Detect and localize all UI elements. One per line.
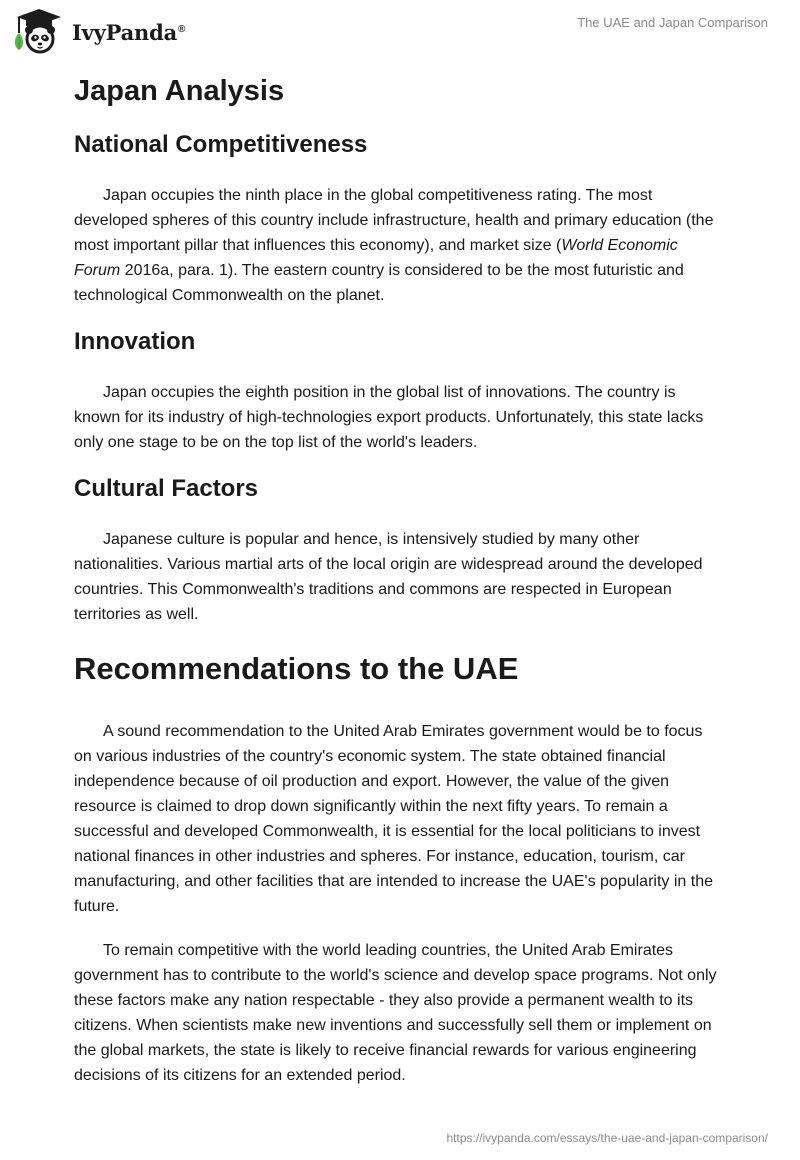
cultural-factors-heading: Cultural Factors [74,475,259,502]
source-url-link[interactable]: https://ivypanda.com/essays/the-uae-and-japan-comparison/ [446,1131,768,1145]
innovation-heading: Innovation [74,328,196,355]
recommendations-heading: Recommendations to the UAE [74,651,519,686]
document-title: The UAE and Japan Comparison [577,15,768,30]
competitiveness-paragraph [74,183,724,308]
registered-mark: ® [178,23,186,35]
recommendation-paragraph: A sound recommendation to the United Arab Emirates government would be to focus on various industries of the country's economic system. The state obtained financial independence because of oil production and export. However, the value of the given resource is claimed to drop down significantly within the next fifty years. To remain a successful and developed Commonwealth, it is essential for the local politicians to invest national finances in other industries and spheres. For instance, education, tourism, car manufacturing, and other facilities that are intended to increase the UAE's popularity in the future. [74,723,713,915]
competitiveness-text-start: Japan occupies the ninth place in the global competitiveness rating. The most developed spheres of this country include infrastructure, health and primary education (the most important pillar that influences this economy), and market size ( [74,187,714,254]
article-body [74,70,724,1088]
cultural-factors-paragraph: Japanese culture is popular and hence, is intensively studied by many other nationalities. Various martial arts of the local origin are widespread around the developed countries. This Commonwealth's traditions and commons are respected in European territories as well. [74,531,703,623]
competitiveness-text-end: 2016a, para. 1). The eastern country is considered to be the most futuristic and technological Commonwealth on the planet. [74,262,684,304]
recommendation-paragraph: To remain competitive with the world leading countries, the United Arab Emirates government has to contribute to the world's science and develop space programs. Not only these factors make any nation respectable - they also provide a permanent wealth to its citizens. When scientists make new inventions and successfully sell them or implement on the global markets, the state is likely to receive financial rewards for various engineering decisions of its citizens for an extended period. [74,942,717,1084]
panda-graduate-icon [14,7,64,55]
page-header [0,0,800,64]
ivypanda-logo[interactable] [14,7,185,55]
competitiveness-heading: National Competitiveness [74,131,368,158]
citation-source: World Economic Forum [74,237,678,279]
logo-text: IvyPanda® [72,19,186,45]
innovation-paragraph: Japan occupies the eighth position in the global list of innovations. The country is known for its industry of high-technologies export products. Unfortunately, this state lacks only one stage to be on the top list of the world's leaders. [74,384,704,451]
japan-analysis-heading: Japan Analysis [74,75,285,107]
